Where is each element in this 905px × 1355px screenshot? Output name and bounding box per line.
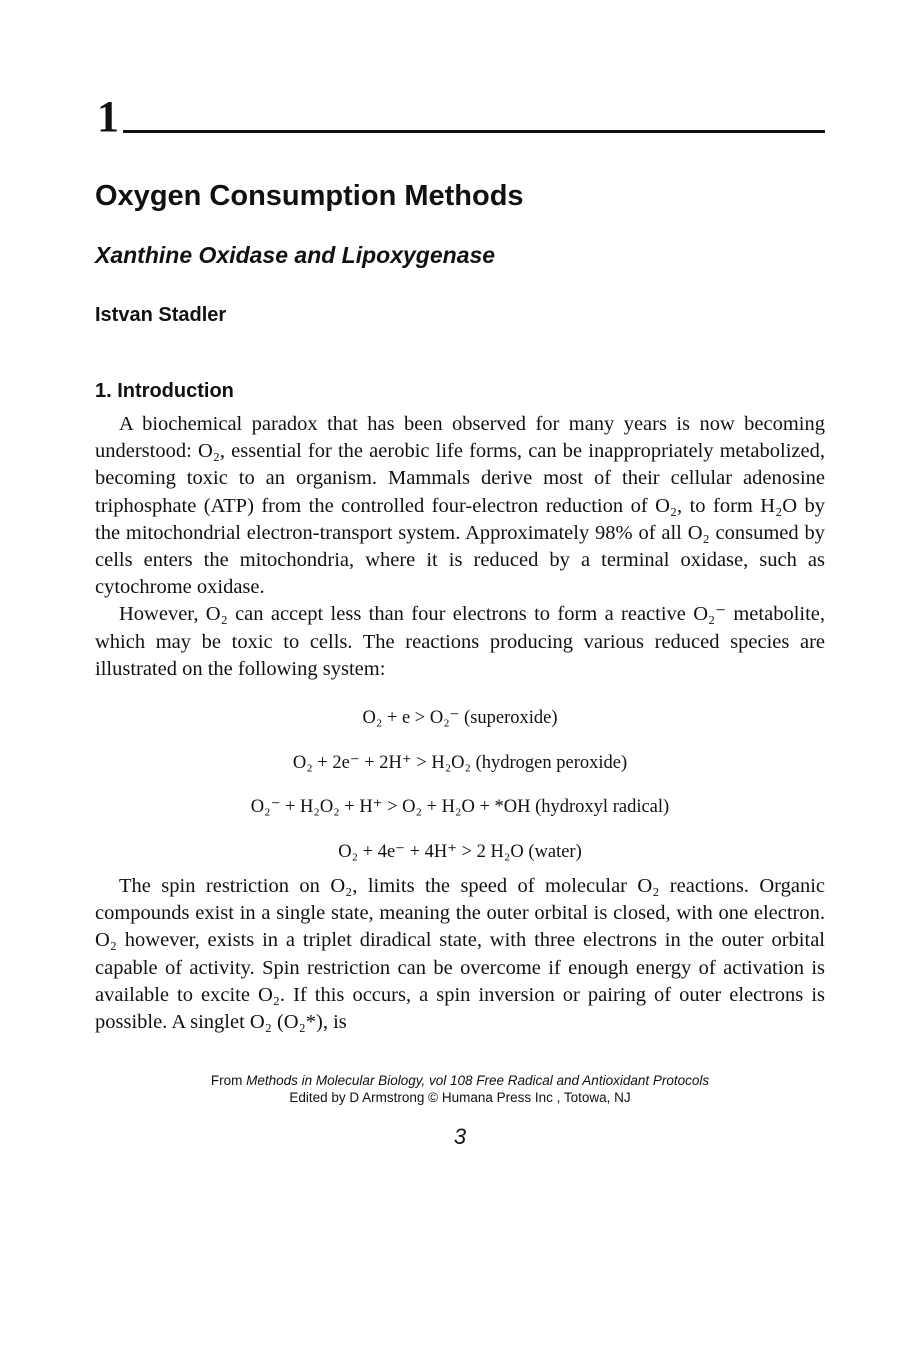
author-name: Istvan Stadler [95,304,227,326]
reaction-equations [95,703,825,881]
intro-text [95,411,825,683]
chapter-rule [123,130,825,133]
chapter-subtitle: Xanthine Oxidase and Lipoxygenase [95,242,496,268]
source-edited: Edited by D Armstrong © Humana Press Inc , Totowa, NJ [289,1090,631,1105]
paragraph: However, O₂ can accept less than four electrons to form a reactive O₂⁻ metabolite, which may be toxic to cells. The reactions producing various reduced species are illustrated on the following system: [95,603,825,680]
chapter-title: Oxygen Consumption Methods [95,180,524,212]
source-footnote [95,1072,825,1106]
source-line [95,1072,825,1089]
paragraph: A biochemical paradox that has been observed for many years is now becoming understood: O₂, essential for the aerobic life forms, can be inappropriately metabolized, becoming toxic to an organism. Mammals derive most of their cellular adenosine triphosphate (ATP) from the controlled four-electron reduction of O₂, to form H₂O by the mitochondrial electron-transport system. Approximately 98% of all O₂ consumed by cells enters the mitochondria, where it is reduced by a terminal oxidase, such as cytochrome oxidase. [95,413,825,599]
source-series: Methods in Molecular Biology, vol 108 Free Radical and Antioxidant Protocols [246,1073,710,1088]
section-heading: 1. Introduction [95,380,234,402]
paragraph: The spin restriction on O₂, limits the speed of molecular O₂ reactions. Organic compounds exist in a single state, meaning the outer orbital is closed, with one electron. O₂ however, exists in a triplet diradical state, with three electrons in the outer orbital capable of activity. Spin restriction can be overcome if enough energy of activation is available to excite O₂. If this occurs, a spin inversion or pairing of outer electrons is possible. A singlet O₂ (O₂*), is [95,875,825,1034]
equation-superoxide: O₂ + e > O₂⁻ (superoxide) [362,708,558,728]
chapter-number: 1 [97,92,119,141]
page-number: 3 [453,1124,467,1149]
chapter-header [95,92,825,141]
source-from-label: From [210,1073,243,1088]
equation-hydrogen-peroxide: O₂ + 2e⁻ + 2H⁺ > H₂O₂ (hydrogen peroxide) [292,752,628,773]
equation-hydroxyl-radical: O₂⁻ + H₂O₂ + H⁺ > O₂ + H₂O + *OH (hydroxyl radical) [250,797,670,817]
equation-water: O₂ + 4e⁻ + 4H⁺ > 2 H₂O (water) [338,841,582,862]
book-page [95,0,825,1355]
spin-text [95,873,825,1036]
